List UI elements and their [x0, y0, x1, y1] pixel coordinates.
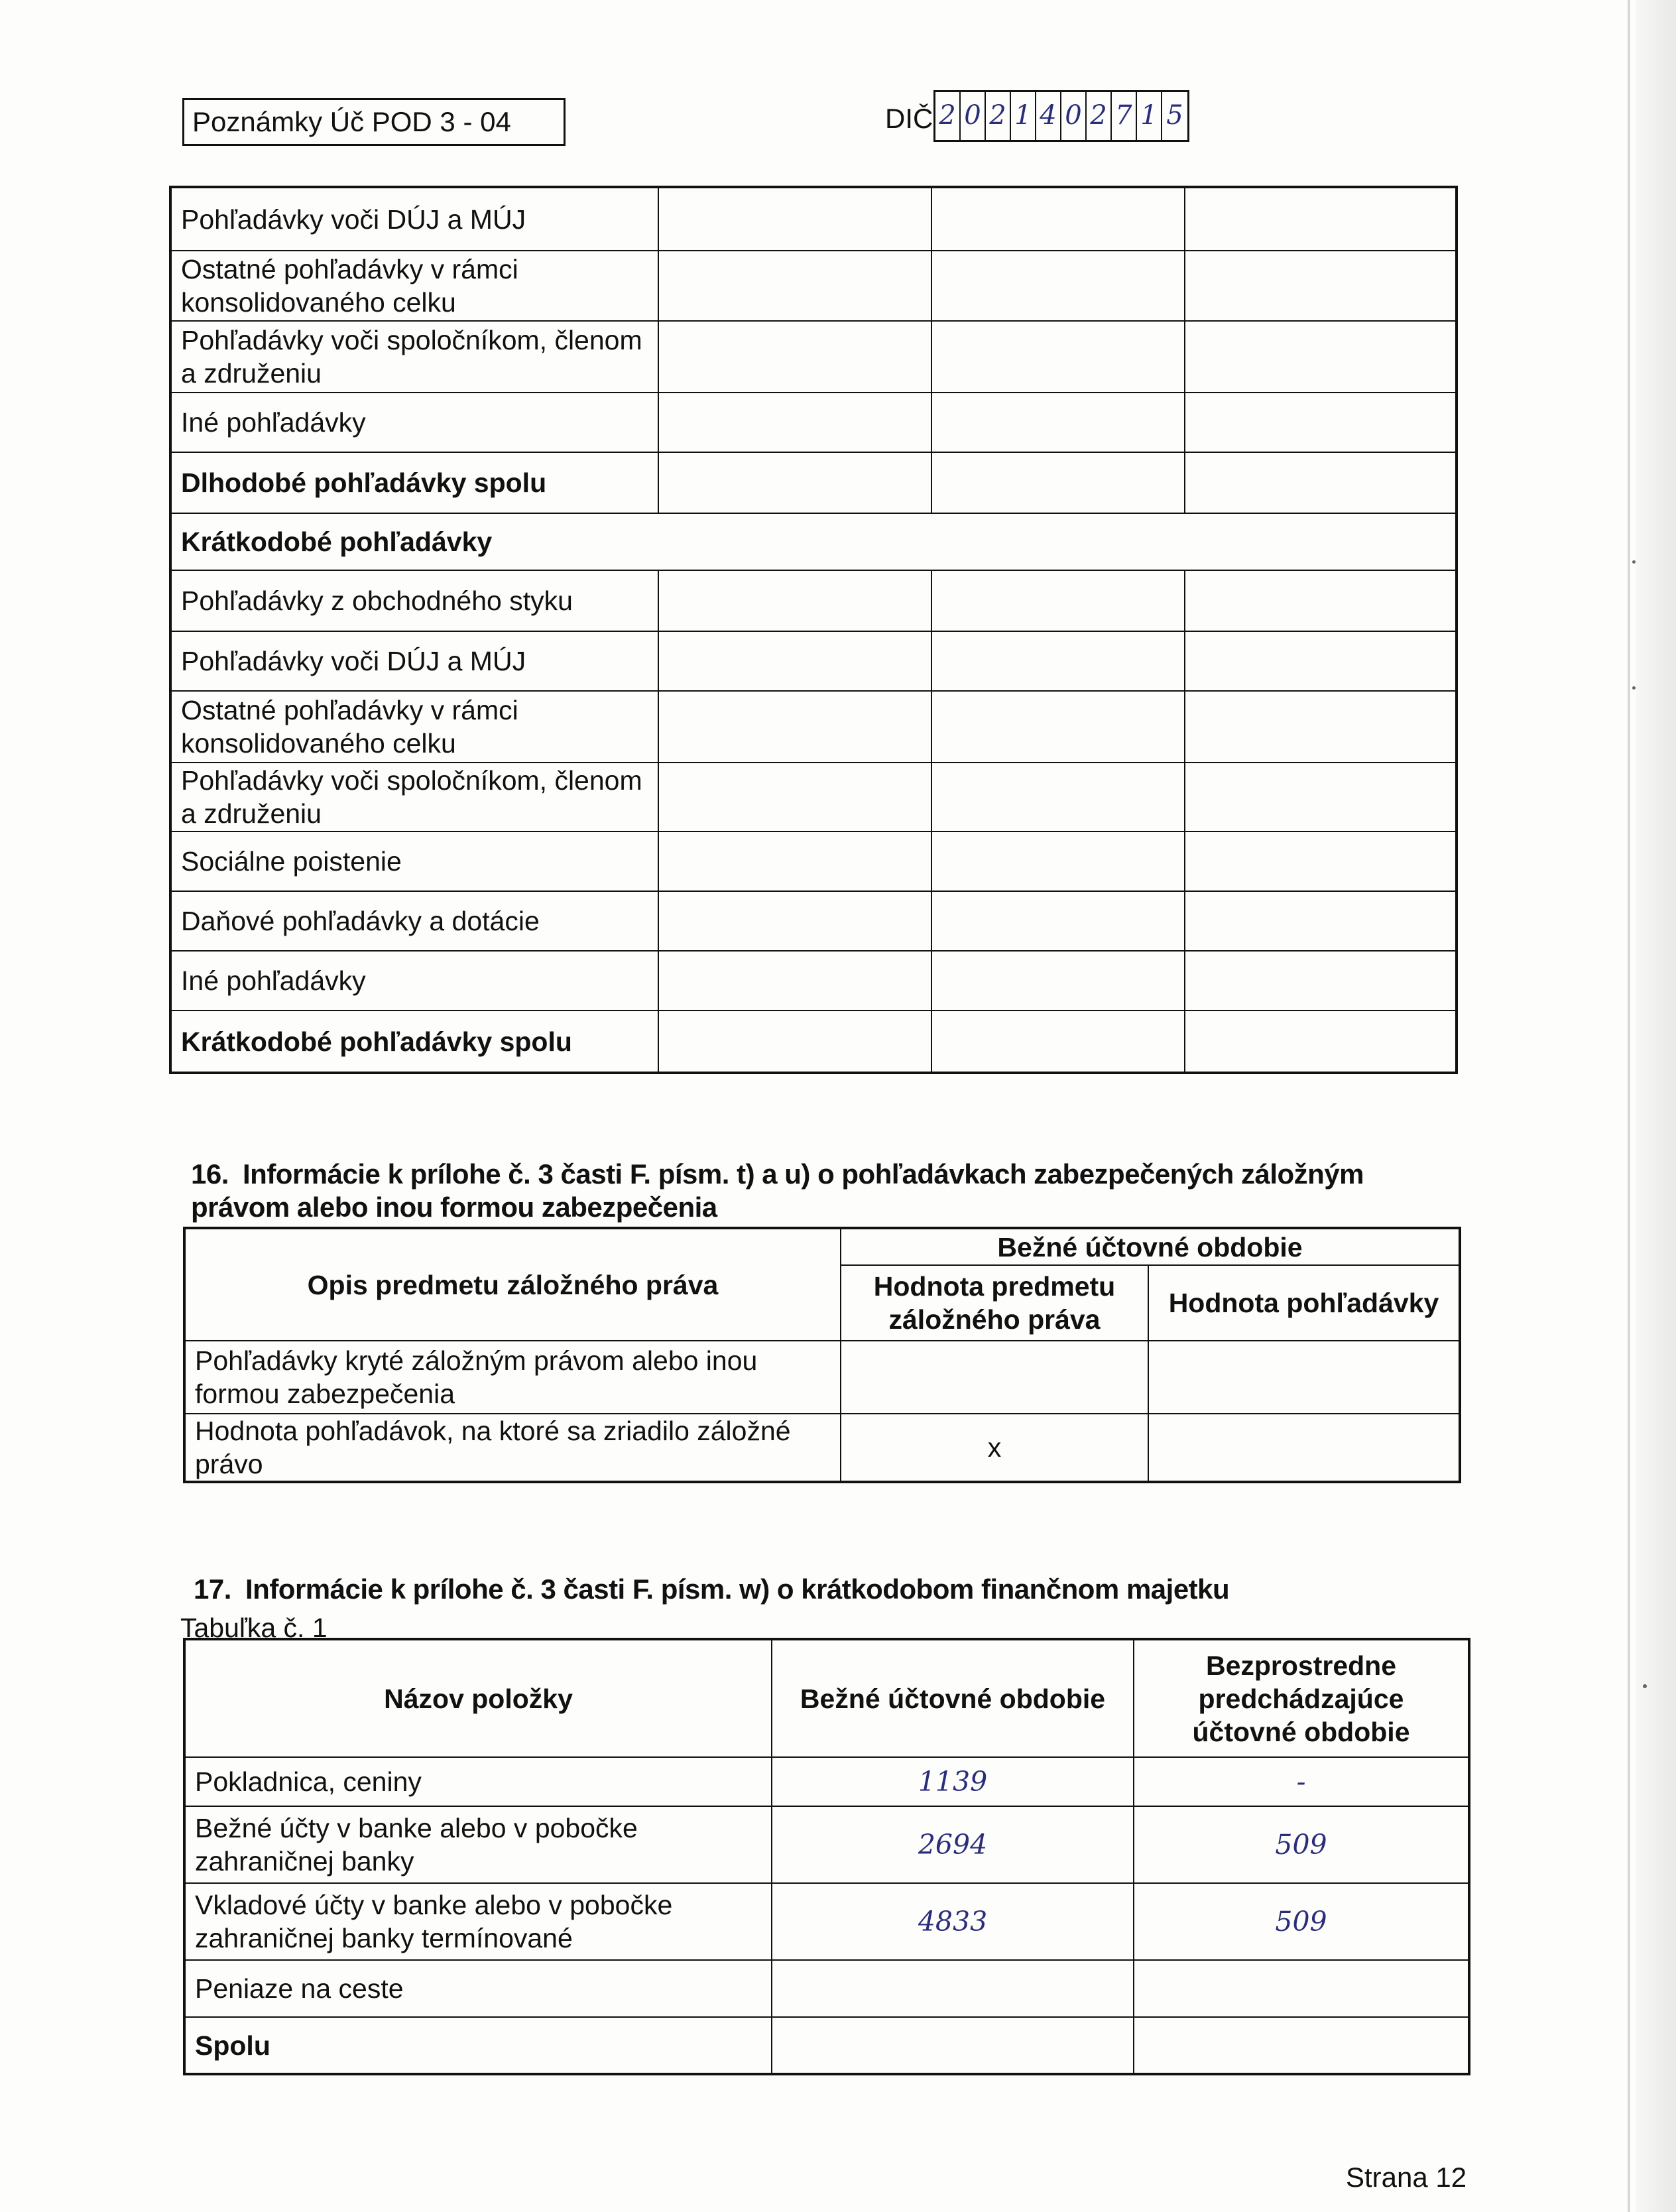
dic-digit: 0 — [1061, 92, 1087, 140]
table-row — [184, 1341, 1460, 1414]
row-label: Vkladové účty v banke alebo v pobočke zahraničnej banky termínované — [184, 1883, 772, 1960]
table-row — [170, 763, 1457, 831]
financial-assets-table — [183, 1638, 1470, 2075]
page-number: Strana 12 — [1346, 2162, 1467, 2193]
row-label: Ostatné pohľadávky v rámci konsolidovaného celku — [170, 251, 658, 321]
table-row — [184, 1806, 1469, 1883]
handwritten-value: 509 — [1134, 1806, 1469, 1883]
scan-speck — [1632, 686, 1636, 690]
row-label: Pohľadávky voči spoločníkom, členom a združeniu — [170, 763, 658, 831]
row-label: Pokladnica, ceniny — [184, 1757, 772, 1806]
col-previous-header: Bezprostredne predchádzajúce účtovné obdobie — [1134, 1639, 1469, 1757]
section17-heading — [194, 1573, 1466, 1606]
table-row — [170, 891, 1457, 951]
section17-number: 17. — [194, 1573, 231, 1605]
scan-speck — [1643, 1684, 1647, 1688]
dic-digit: 0 — [961, 92, 986, 140]
dic-label: DIČ — [885, 103, 933, 134]
period-header: Bežné účtovné obdobie — [841, 1228, 1460, 1265]
table-row — [170, 251, 1457, 321]
table-row — [184, 1883, 1469, 1960]
table-row — [170, 513, 1457, 570]
row-total-label: Dlhodobé pohľadávky spolu — [170, 452, 658, 513]
cell-value — [1134, 1960, 1469, 2017]
handwritten-value: 509 — [1134, 1883, 1469, 1960]
table-row — [184, 1960, 1469, 2017]
dic-digit: 4 — [1036, 92, 1061, 140]
section16-heading — [191, 1158, 1464, 1224]
table-row — [184, 1228, 1460, 1265]
table-row — [170, 570, 1457, 631]
table-row — [170, 631, 1457, 691]
table-row — [184, 2017, 1469, 2074]
col-current-header: Bežné účtovné obdobie — [772, 1639, 1134, 1757]
col-name-header: Názov položky — [184, 1639, 772, 1757]
table-row — [170, 691, 1457, 763]
cell-value — [772, 2017, 1134, 2074]
dic-digit: 5 — [1166, 100, 1183, 131]
form-code-box — [182, 98, 566, 146]
row-label: Sociálne poistenie — [170, 831, 658, 891]
row-label: Hodnota pohľadávok, na ktoré sa zriadilo záložné právo — [184, 1414, 841, 1482]
handwritten-value: 4833 — [772, 1883, 1134, 1960]
dic-digit: 7 — [1112, 92, 1137, 140]
row-label: Peniaze na ceste — [184, 1960, 772, 2017]
dic-digit: 2 — [986, 92, 1011, 140]
scan-speck — [1632, 560, 1636, 564]
form-code: Poznámky Úč POD 3 - 04 — [192, 106, 511, 137]
row-label: Pohľadávky voči DÚJ a MÚJ — [170, 187, 658, 251]
dic-digit: 2 — [935, 92, 961, 140]
dic-digit: 1 — [1137, 92, 1162, 140]
page-edge-shadow — [1636, 0, 1676, 2212]
col-desc-header: Opis predmetu záložného práva — [184, 1228, 841, 1341]
row-label: Iné pohľadávky — [170, 951, 658, 1011]
table-caption: Tabuľka č. 1 — [180, 1613, 328, 1643]
section16-title: Informácie k prílohe č. 3 časti F. písm. t) a u) o pohľadávkach zabezpečených záložným právom alebo inou formou zabezpečenia — [191, 1158, 1364, 1223]
col-value-receivable: Hodnota pohľadávky — [1148, 1265, 1460, 1341]
dic-digit: 2 — [1087, 92, 1112, 140]
page-fold-line — [1628, 0, 1630, 2212]
row-label: Pohľadávky voči DÚJ a MÚJ — [170, 631, 658, 691]
pledge-table — [183, 1227, 1461, 1483]
receivables-table — [169, 186, 1458, 1074]
dic-digit: 1 — [1011, 92, 1036, 140]
table-row — [170, 187, 1457, 251]
row-label: Ostatné pohľadávky v rámci konsolidovaného celku — [170, 691, 658, 763]
section16-number: 16. — [191, 1158, 229, 1190]
row-label: Daňové pohľadávky a dotácie — [170, 891, 658, 951]
row-label: Iné pohľadávky — [170, 393, 658, 452]
row-label: Pohľadávky kryté záložným právom alebo inou formou zabezpečenia — [184, 1341, 841, 1414]
table-row — [184, 1757, 1469, 1806]
row-label: Pohľadávky z obchodného styku — [170, 570, 658, 631]
table-row — [184, 1414, 1460, 1482]
row-label: Bežné účty v banke alebo v pobočke zahraničnej banky — [184, 1806, 772, 1883]
table-row — [170, 951, 1457, 1011]
section-heading: Krátkodobé pohľadávky — [170, 513, 1457, 570]
table-row — [170, 831, 1457, 891]
table-row — [170, 1011, 1457, 1073]
table-row — [170, 321, 1457, 393]
handwritten-value: - — [1134, 1757, 1469, 1806]
table-row — [170, 452, 1457, 513]
col-value-pledge: Hodnota predmetu záložného práva — [841, 1265, 1148, 1341]
handwritten-value: 2694 — [772, 1806, 1134, 1883]
handwritten-value: 1139 — [772, 1757, 1134, 1806]
cell-value — [772, 1960, 1134, 2017]
section17-title: Informácie k prílohe č. 3 časti F. písm. w) o krátkodobom finančnom majetku — [245, 1573, 1230, 1605]
row-total-label: Spolu — [184, 2017, 772, 2074]
dic-boxes — [933, 90, 1189, 142]
table-row — [184, 1639, 1469, 1757]
cell-value — [1134, 2017, 1469, 2074]
row-label: Pohľadávky voči spoločníkom, členom a združeniu — [170, 321, 658, 393]
cell-value: x — [841, 1414, 1148, 1482]
table-row — [170, 393, 1457, 452]
row-total-label: Krátkodobé pohľadávky spolu — [170, 1011, 658, 1073]
